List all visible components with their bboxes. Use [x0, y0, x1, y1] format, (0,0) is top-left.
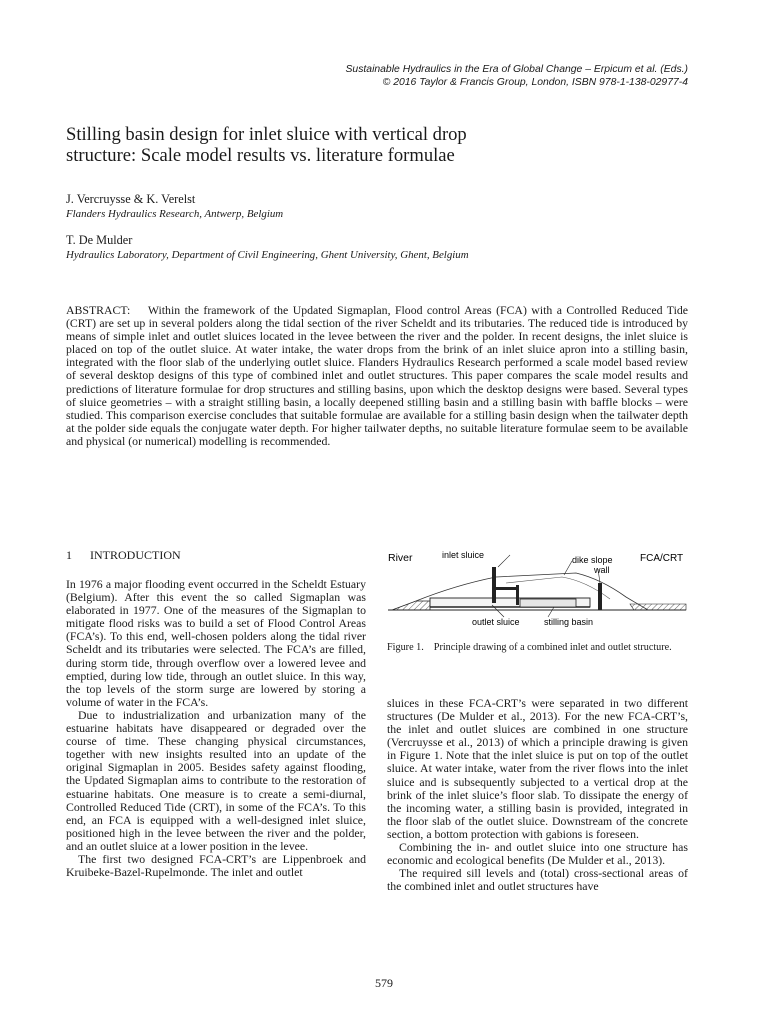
paper-title [66, 124, 686, 166]
header-line-1: Sustainable Hydraulics in the Era of Global Change – Erpicum et al. (Eds.) [345, 64, 688, 75]
label-inlet-sluice: inlet sluice [442, 550, 485, 560]
abstract-label: ABSTRACT: [66, 303, 131, 317]
paragraph: The first two designed FCA-CRT’s are Lippenbroek and Kruibeke-Bazel-Rupelmonde. The inlet and outlet [66, 851, 366, 880]
stilling-basin-wall [516, 585, 519, 605]
author-2: T. De Mulder [66, 233, 133, 247]
abstract-text: Within the framework of the Updated Sigmaplan, Flood control Areas (FCA) with a Controlled Reduced Tide (CRT) are set up in several polders along the tidal section of the river Scheldt and its tributaries. The reduced tide is introduced by means of simple inlet and outlet sluices located in the levee between the river and the polder. In recent designs, the inlet sluice is placed on top of the outlet sluice. At water intake, the water drops from the brink of an inlet sluice apron into a stilling basin, integrated with the floor slab of the underlying outlet sluice. Flanders Hydraulics Research performed a scale model based review of several desktop designs of this type of combined inlet and outlet structures. This paper compares the scale model results and predictions of literature formulae for drop structures and stilling basins, upon which the desktop designs were based. Several types of sluice geometries – with a straight stilling basin, a locally deepened stilling basin and a stilling basin with baffle blocks – were studied. This comparison exercise concludes that suitable formulae are available for a stilling basin design when the tailwater depth at the polder side equals the conjugate water depth. For higher tailwater depths, no suitable literature formulae seem to be available and physical (or numerical) modelling is recommended. [66, 303, 688, 448]
wall [598, 583, 602, 610]
label-stilling-basin: stilling basin [544, 617, 594, 627]
paragraph: In 1976 a major flooding event occurred in the Scheldt Estuary (Belgium). After this event the so called Sigmaplan was elaborated in 1977. One of the measures of the Sigmaplan to mitigate flood risks was to build a set of Flood Control Areas (FCA’s). To this end, well-chosen polders along the tidal river Scheldt and its tributaries were selected. The FCA’s are filled, during storm tide, through overflow over a lowered levee and emptied, during low tide, through an outlet sluice. In this way, the top levels of the storm surge are lowered by storing a volume of water in the FCA’s. [66, 577, 366, 709]
label-dike-slope: dike slope [572, 555, 613, 565]
affiliation-2: Hydraulics Laboratory, Department of Civil Engineering, Ghent University, Ghent, Belgium [66, 249, 469, 261]
figure-1-drawing [386, 547, 690, 631]
label-wall: wall [594, 565, 610, 575]
label-fca-crt: FCA/CRT [640, 553, 684, 564]
section-title: INTRODUCTION [90, 548, 181, 562]
page-number: 579 [375, 976, 393, 990]
paragraph: sluices in these FCA-CRT’s were separated in two different structures (De Mulder et al., 2013). For the new FCA-CRT’s, the inlet and outlet sluices are combined in one structure (Vercruysse et al., 2013) of which a principle drawing is given in Figure 1. Note that the inlet sluice is put on top of the outlet sluice. At water intake, water from the river flows into the inlet sluice and is subsequently subjected to a vertical drop at the brink of the inlet sluice’s floor slab. To dissipate the energy of the incoming water, a stilling basin is provided, integrated in the floor slab of the outlet sluice. Downstream of the concrete section, a bottom protection with gabions is foreseen. [387, 696, 688, 841]
title-line-1: Stilling basin design for inlet sluice with vertical drop [66, 124, 467, 145]
header-line-2: © 2016 Taylor & Francis Group, London, ISBN 978-1-138-02977-4 [382, 77, 688, 88]
figure-1-caption [387, 642, 688, 654]
section-number: 1 [66, 548, 72, 562]
inlet-sluice-slab [496, 587, 518, 590]
left-column [66, 578, 366, 879]
author-1: J. Vercruysse & K. Verelst [66, 192, 196, 206]
river-bottom-protection [392, 601, 430, 610]
running-header [346, 63, 689, 89]
caption-label: Figure 1. [387, 642, 424, 653]
polder-bottom-protection [630, 604, 686, 610]
paragraph: The required sill levels and (total) cross-sectional areas of the combined inlet and outlet structures have [387, 866, 688, 894]
label-river: River [388, 552, 413, 564]
paragraph: Due to industrialization and urbanization many of the estuarine habitats have disappeared or degraded over the course of time. These changing physical circumstances, together with new insights resulted into an update of the original Sigmaplan in 2005. Besides safety against flooding, the Updated Sigmaplan aims to contribute to the restoration of estuarine habitats. One measure is to create a semi-diurnal, Controlled Reduced Tide (CRT), in some of the FCA’s. To this end, an FCA is equipped with a well-designed inlet sluice, positioned high in the levee between the river and the polder, and an outlet sluice at a lower position in the levee. [66, 707, 366, 853]
paragraph: Combining the in- and outlet sluice into one structure has economic and ecological benefits (De Mulder et al., 2013). [387, 840, 688, 868]
inlet-sluice-gate [492, 567, 496, 603]
caption-text: Principle drawing of a combined inlet and outlet structure. [433, 642, 672, 653]
abstract [66, 304, 688, 448]
affiliation-1: Flanders Hydraulics Research, Antwerp, Belgium [66, 208, 284, 220]
label-outlet-sluice: outlet sluice [472, 617, 520, 627]
dike-slope-line [506, 577, 610, 599]
right-column [387, 697, 688, 893]
title-line-2: structure: Scale model results vs. literature formulae [66, 145, 455, 166]
section-heading [66, 548, 181, 563]
stilling-basin [520, 599, 576, 607]
